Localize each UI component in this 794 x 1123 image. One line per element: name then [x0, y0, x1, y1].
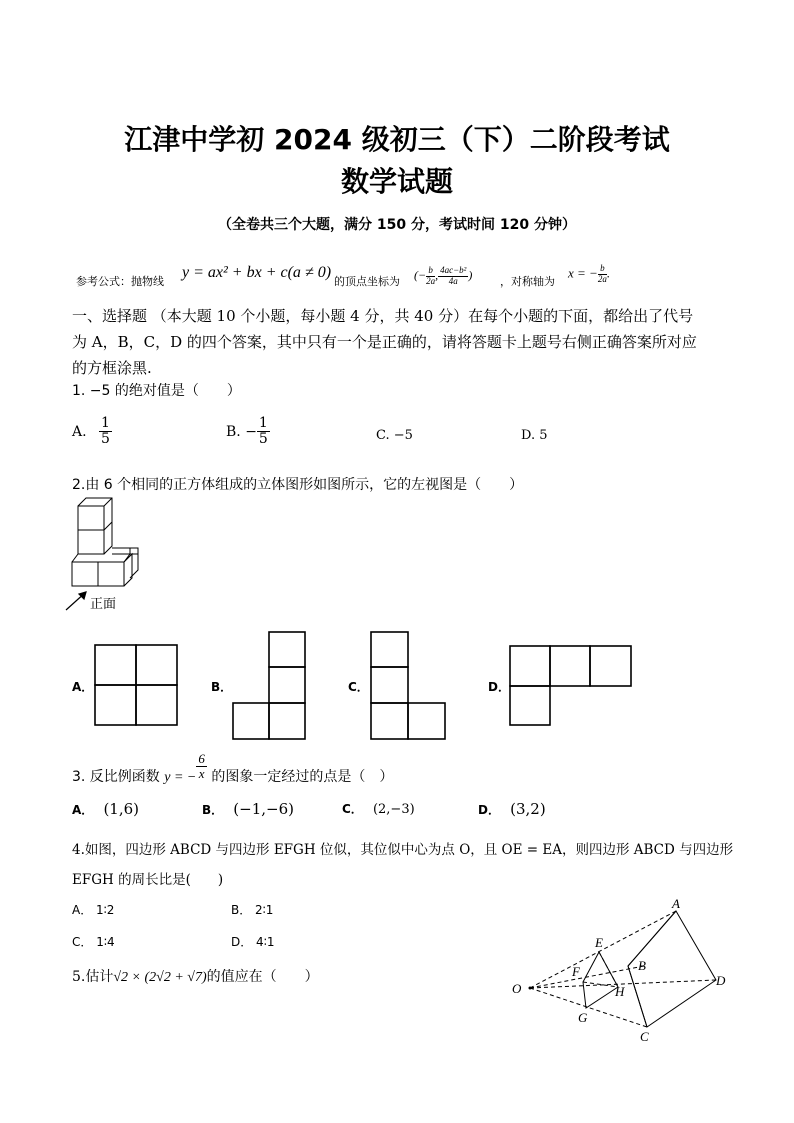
q4-option-d[interactable]: D． 4∶1 — [231, 935, 275, 949]
q2-stem: 2.由 6 个相同的正方体组成的立体图形如图所示，它的左视图是（ ） — [72, 477, 524, 493]
label-point-c: C — [640, 1029, 649, 1044]
q5-stem-prefix: 5.估计 — [72, 969, 114, 985]
q2-option-a-view[interactable] — [94, 644, 180, 728]
q3-option-d[interactable] — [478, 800, 546, 818]
formula-axis: x = − $\frac{b}{2a}$ . — [568, 263, 611, 284]
q3-stem-suffix: 的图象一定经过的点是（ ） — [211, 768, 394, 785]
q1-stem: 1. −5 的绝对值是（ ） — [72, 383, 241, 399]
q5-stem-suffix: 的值应在（ ） — [206, 969, 319, 985]
q3-stem-prefix: 3. 反比例函数 — [72, 768, 160, 785]
q2-option-c-view[interactable] — [370, 631, 448, 741]
q5-stem — [72, 966, 319, 986]
formula-axis-text: ，对称轴为 — [500, 275, 555, 288]
q2-option-b-view[interactable] — [232, 631, 308, 741]
q2-option-d-view[interactable] — [509, 645, 635, 727]
formula-vertex: (− $\frac{b}{2a}$ , $\frac{\text{4ac−b²}}{4a}$ ) — [414, 265, 473, 286]
label-point-f: F — [572, 964, 580, 979]
q1-option-b-label: B. − — [226, 423, 257, 440]
label-point-a: A — [672, 896, 680, 911]
section1-intro — [72, 303, 697, 381]
label-point-e: E — [595, 935, 603, 950]
q3-option-a-label: A． — [72, 803, 94, 817]
q3-option-b[interactable] — [202, 800, 294, 818]
q3-option-c[interactable] — [342, 800, 415, 817]
q4-homothety-figure — [500, 896, 740, 1052]
reference-formula — [76, 262, 726, 292]
q3-option-c-value: (2,−3) — [372, 802, 415, 817]
q4-option-b[interactable]: B． 2∶1 — [231, 903, 274, 917]
q4-option-c[interactable]: C． 1∶4 — [72, 935, 115, 949]
q4-option-a[interactable]: A． 1∶2 — [72, 903, 115, 917]
q3-option-b-value: (−1,−6) — [233, 800, 294, 818]
q3-function: y = − — [164, 769, 197, 785]
section1-intro-line: 的方框涂黑. — [72, 359, 152, 377]
q3-option-a[interactable] — [72, 800, 139, 818]
q3-option-d-label: D． — [478, 803, 500, 817]
q4-stem-line2: EFGH 的周长比是( ) — [72, 872, 224, 888]
q2-option-b-label[interactable]: B． — [211, 680, 233, 694]
q3-option-c-label: C． — [342, 802, 363, 816]
label-point-h: H — [615, 984, 625, 999]
q5-expression: √2 × (2√2 + √7) — [113, 970, 207, 985]
q2-front-label: 正面 — [90, 597, 117, 612]
q2-option-c-label[interactable]: C． — [348, 680, 369, 694]
formula-parabola: y = ax² + bx + c(a ≠ 0) — [182, 264, 332, 281]
q1-option-a-label: A. — [72, 423, 87, 440]
section1-intro-line: 为 A，B，C，D 的四个答案，其中只有一个是正确的，请将答题卡上题号右侧正确答案所对应 — [72, 333, 697, 351]
q3-option-b-label: B． — [202, 803, 224, 817]
page-subtitle-title: 数学试题 — [340, 165, 453, 198]
q1-option-b[interactable]: B. − $\frac{1}{5}$ — [226, 415, 268, 448]
label-point-g: G — [578, 1010, 588, 1025]
q3-stem: 3. 反比例函数 y = − $\frac{6}{x}$ 的图象一定经过的点是（ ） — [72, 751, 394, 785]
label-point-o: O — [512, 981, 522, 996]
q1-option-d[interactable]: D. 5 — [521, 428, 548, 443]
q3-option-a-value: (1,6) — [103, 800, 139, 818]
q1-option-a[interactable]: A. $\frac{1}{5}$ — [72, 415, 110, 448]
formula-vertex-text: 的顶点坐标为 — [334, 275, 400, 288]
label-point-d: D — [716, 973, 726, 988]
q1-option-c[interactable]: C. −5 — [376, 428, 413, 443]
q2-option-d-label[interactable]: D． — [488, 680, 510, 694]
q4-stem-line1: 4.如图，四边形 ABCD 与四边形 EFGH 位似，其位似中心为点 O，且 OE = EA，则四边形 ABCD 与四边形 — [72, 842, 734, 858]
q2-option-a-label[interactable]: A． — [72, 680, 94, 694]
exam-info: （全卷共三个大题，满分 150 分，考试时间 120 分钟） — [218, 217, 576, 233]
page-title: 江津中学初 2024 级初三（下）二阶段考试 — [124, 123, 670, 156]
q3-option-d-value: (3,2) — [510, 800, 546, 818]
formula-prefix: 参考公式：抛物线 — [76, 275, 164, 288]
section1-intro-line: 一、选择题 （本大题 10 个小题，每小题 4 分，共 40 分）在每个小题的下面，都给出了代号 — [72, 307, 694, 325]
label-point-b: B — [638, 958, 646, 973]
